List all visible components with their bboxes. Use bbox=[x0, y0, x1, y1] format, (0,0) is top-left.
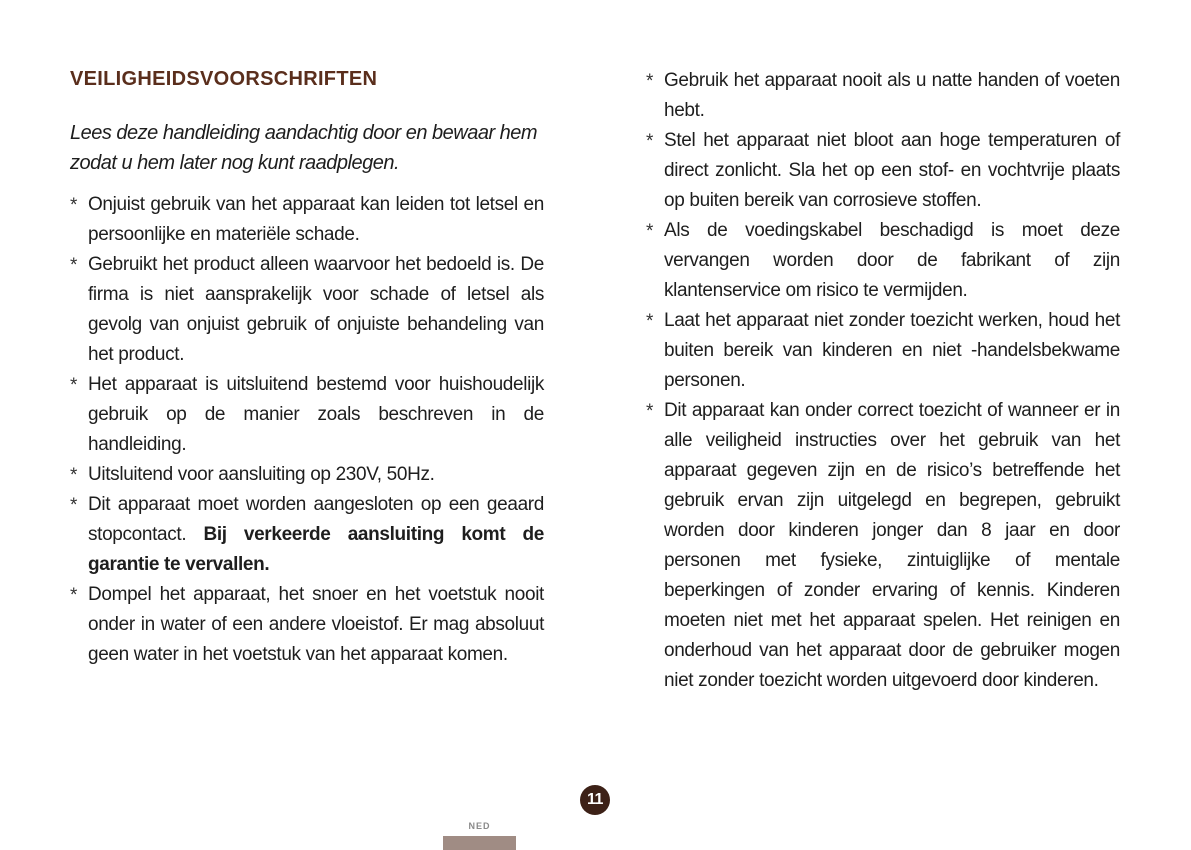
asterisk-bullet-icon: * bbox=[646, 221, 654, 242]
right-safety-list bbox=[646, 66, 1120, 696]
section-heading: VEILIGHEIDSVOORSCHRIFTEN bbox=[70, 68, 378, 90]
asterisk-bullet-icon: * bbox=[70, 255, 78, 276]
asterisk-bullet-icon: * bbox=[70, 495, 78, 516]
list-item bbox=[70, 370, 544, 460]
item-text: Onjuist gebruik van het apparaat kan leiden tot letsel en persoonlijke en materiële schade. bbox=[88, 194, 544, 245]
warranty-warning: Bij verkeerde aansluiting komt de garantie te vervallen. bbox=[88, 524, 544, 575]
asterisk-bullet-icon: * bbox=[646, 131, 654, 152]
item-text: Gebruik het apparaat nooit als u natte handen of voeten hebt. bbox=[664, 70, 1120, 121]
item-text: Uitsluitend voor aansluiting op 230V, 50Hz. bbox=[88, 464, 435, 485]
asterisk-bullet-icon: * bbox=[70, 585, 78, 606]
list-item bbox=[70, 580, 544, 670]
asterisk-bullet-icon: * bbox=[70, 195, 78, 216]
asterisk-bullet-icon: * bbox=[70, 375, 78, 396]
asterisk-bullet-icon: * bbox=[70, 465, 78, 486]
item-text: Het apparaat is uitsluitend bestemd voor huishoudelijk gebruik op de manier zoals beschreven in de handleiding. bbox=[88, 374, 544, 455]
item-text: Dit apparaat moet worden aangesloten op een geaard stopcontact. bbox=[88, 494, 544, 545]
list-item bbox=[646, 126, 1120, 216]
left-safety-list bbox=[70, 190, 544, 670]
page-number-badge: 11 bbox=[580, 785, 610, 815]
list-item bbox=[646, 396, 1120, 696]
item-text: Stel het apparaat niet bloot aan hoge temperaturen of direct zonlicht. Sla het op een stof- en vochtvrije plaats op buiten bereik van corrosieve stoffen. bbox=[664, 130, 1120, 211]
intro-text: Lees deze handleiding aandachtig door en bewaar hem zodat u hem later nog kunt raadplegen. bbox=[70, 122, 538, 174]
list-item bbox=[646, 66, 1120, 126]
item-text: Laat het apparaat niet zonder toezicht werken, houd het buiten bereik van kinderen en niet -handelsbekwame personen. bbox=[664, 310, 1120, 391]
list-item bbox=[70, 460, 544, 490]
item-text: Gebruikt het product alleen waarvoor het bedoeld is. De firma is niet aansprakelijk voor schade of letsel als gevolg van onjuist gebruik of onjuiste behandeling van het product. bbox=[88, 254, 544, 365]
item-text: Dompel het apparaat, het snoer en het voetstuk nooit onder in water of een andere vloeistof. Er mag absoluut geen water in het voetstuk van het apparaat komen. bbox=[88, 584, 544, 665]
item-text: Dit apparaat kan onder correct toezicht of wanneer er in alle veiligheid instructies over het gebruik van het apparaat gegeven zijn en de risico’s betreffende het gebruik ervan zijn uitgelegd en begrepen, gebruikt worden door kinderen jonger dan 8 jaar en door personen met fysieke, zintuiglijke of mentale beperkingen of zonder ervaring of kennis. Kinderen moeten niet met het apparaat spelen. Het reinigen en onderhoud van het apparaat door de gebruiker mogen niet zonder toezicht worden uitgevoerd door kinderen. bbox=[664, 400, 1120, 691]
list-item bbox=[646, 306, 1120, 396]
list-item bbox=[70, 250, 544, 370]
list-item bbox=[70, 190, 544, 250]
item-text: Als de voedingskabel beschadigd is moet deze vervangen worden door de fabrikant of zijn klantenservice om risico te vermijden. bbox=[664, 220, 1120, 301]
asterisk-bullet-icon: * bbox=[646, 401, 654, 422]
asterisk-bullet-icon: * bbox=[646, 71, 654, 92]
list-item bbox=[70, 490, 544, 580]
language-bar bbox=[443, 836, 516, 850]
asterisk-bullet-icon: * bbox=[646, 311, 654, 332]
language-label: NED bbox=[468, 821, 491, 831]
list-item bbox=[646, 216, 1120, 306]
